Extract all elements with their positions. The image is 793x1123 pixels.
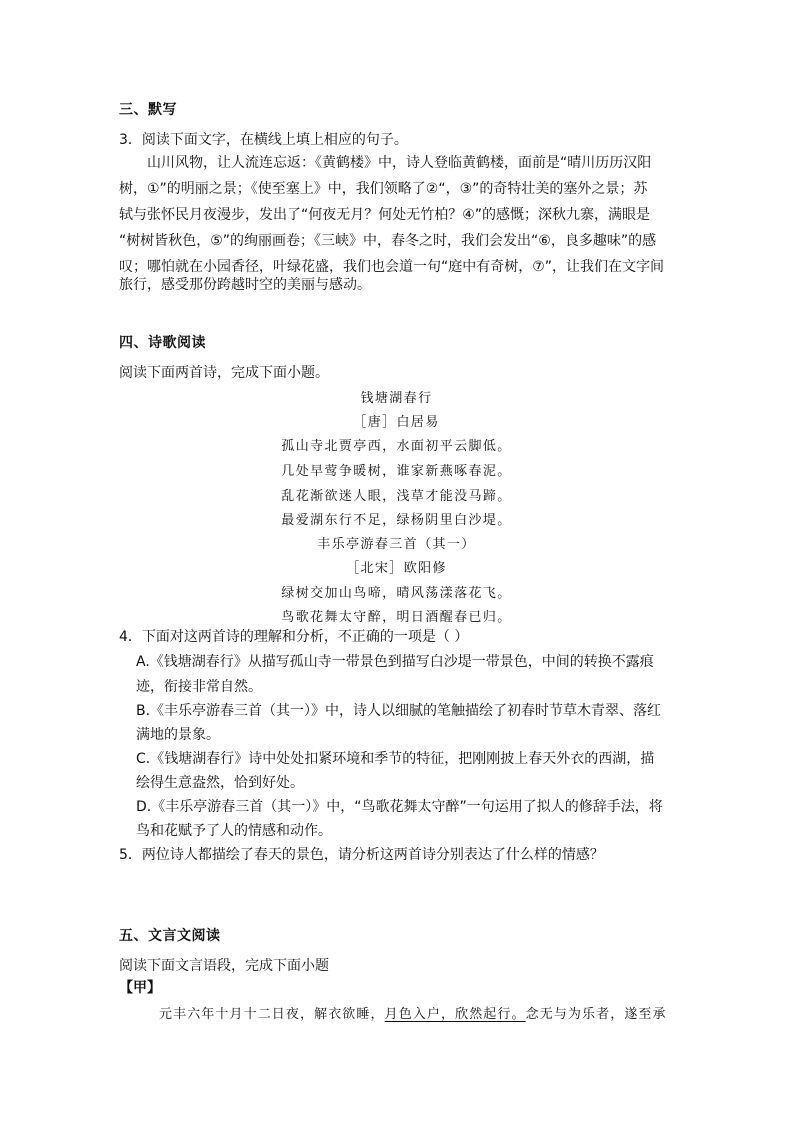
passage-line: 轼与张怀民月夜漫步，发出了“何夜无月？何处无竹柏？④”的感慨；深秋九寨，满眼是 [119, 207, 651, 223]
passage-label-jia: 【甲】 [119, 980, 161, 996]
question-5: 5．两位诗人都描绘了春天的景色，请分析这两首诗分别表达了什么样的情感？ [119, 847, 604, 863]
section-heading-4: 四、诗歌阅读 [119, 335, 206, 351]
section-heading-3: 三、默写 [119, 102, 177, 118]
option-c: C.《钱塘湖春行》诗中处处扣紧环境和季节的特征，把刚刚披上春天外衣的西湖，描 [136, 751, 655, 767]
classical-text-line [159, 1003, 667, 1022]
poem-2-author: ［北宋］欧阳修 [346, 561, 447, 576]
option-b: B.《丰乐亭游春三首（其一）》中，诗人以细腻的笔触描绘了初春时节草木青翠、落红 [136, 703, 662, 719]
passage-line: 叹；哪怕就在小园香径，叶绿花盛，我们也会道一句“庭中有奇树，⑦”，让我们在文字间 [119, 259, 665, 275]
poem-2-line: 绿树交加山鸟啼，晴风荡漾落花飞。 [281, 586, 512, 601]
classical-text-segment: 元丰六年十月十二日夜，解衣欲睡， [159, 1007, 385, 1022]
passage-line: 树，①”的明丽之景；《使至塞上》中，我们领略了②“，③”的奇特壮美的塞外之景；苏 [119, 181, 648, 197]
section-4-intro: 阅读下面两首诗，完成下面小题。 [119, 365, 329, 381]
question-3-prompt: 3．阅读下面文字，在横线上填上相应的句子。 [119, 132, 408, 148]
passage-line: “树树皆秋色，⑤”的绚丽画卷；《三峡》中，春冬之时，我们会发出“⑥，良多趣味”的感 [119, 233, 657, 249]
classical-text-underlined: 月色入户，欣然起行。 [384, 1007, 526, 1022]
poem-1-line: 乱花渐欲迷人眼，浅草才能没马蹄。 [281, 489, 512, 504]
poem-1-title: 钱塘湖春行 [360, 391, 433, 406]
poem-1-line: 孤山寺北贾亭西，水面初平云脚低。 [281, 439, 512, 454]
option-b-cont: 满地的景象。 [136, 727, 220, 743]
question-4-stem: 4．下面对这两首诗的理解和分析，不正确的一项是（ ） [119, 629, 469, 645]
option-a: A.《钱塘湖春行》从描写孤山寺一带景色到描写白沙堤一带景色，中间的转换不露痕 [136, 654, 654, 670]
passage-line: 山川风物，让人流连忘返：《黄鹤楼》中，诗人登临黄鹤楼，面前是“晴川历历汉阳 [147, 155, 652, 171]
classical-text-segment: 念无与为乐者，遂至承 [525, 1007, 667, 1022]
poem-2-line: 鸟歌花舞太守醉，明日酒醒春已归。 [281, 610, 512, 625]
poem-1-author: ［唐］白居易 [353, 415, 440, 430]
option-d: D.《丰乐亭游春三首（其一）》中，“鸟歌花舞太守醉”一句运用了拟人的修辞手法，将 [136, 799, 663, 815]
option-d-cont: 鸟和花赋予了人的情感和动作。 [136, 823, 332, 839]
option-c-cont: 绘得生意盎然，恰到好处。 [136, 775, 304, 791]
poem-2-title: 丰乐亭游春三首（其一） [317, 537, 476, 552]
option-a-cont: 迹，衔接非常自然。 [136, 679, 262, 695]
poem-1-line: 最爱湖东行不足，绿杨阴里白沙堤。 [281, 513, 512, 528]
passage-line: 旅行，感受那份跨越时空的美丽与感动。 [119, 277, 371, 293]
section-heading-5: 五、文言文阅读 [119, 928, 221, 944]
section-5-intro: 阅读下面文言语段，完成下面小题 [119, 958, 329, 974]
poem-1-line: 几处早莺争暖树，谁家新燕啄春泥。 [281, 464, 512, 479]
